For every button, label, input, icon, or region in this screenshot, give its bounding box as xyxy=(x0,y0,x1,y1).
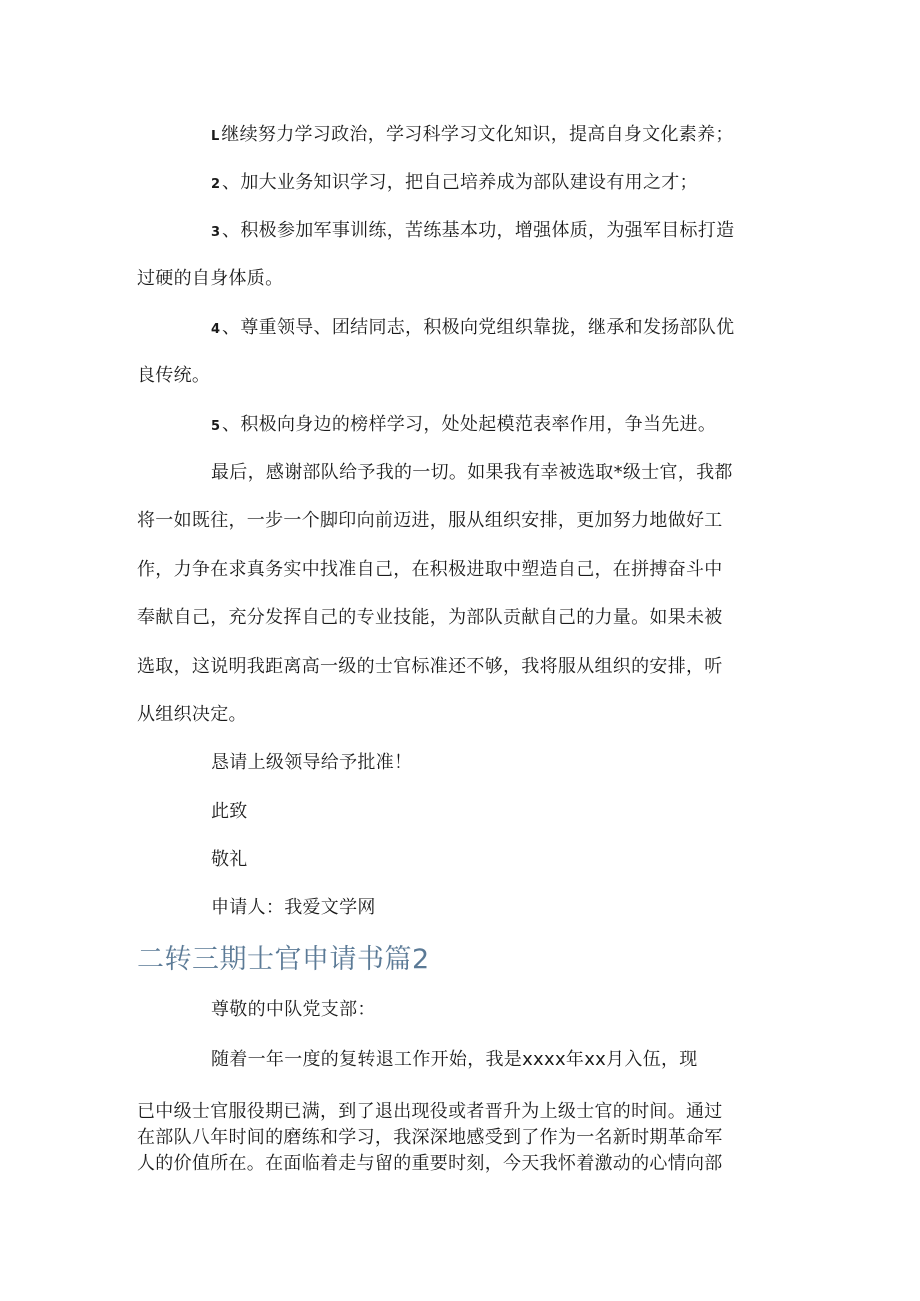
salutation-1: 此致 xyxy=(211,801,248,822)
closing-paragraph-line: 作，力争在求真务实中找准自己，在积极进取中塑造自己，在拼搏奋斗中 xyxy=(137,559,723,580)
body-line: 已中级士官服役期已满，到了退出现役或者晋升为上级士官的时间。通过 xyxy=(137,1101,723,1122)
closing-paragraph-line: 从组织决定。 xyxy=(137,704,247,725)
item-text: 、积极参加军事训练，苦练基本功，增强体质，为强军目标打造 xyxy=(222,220,735,241)
list-item-4 xyxy=(211,316,734,342)
item-number: 3 xyxy=(211,225,221,240)
closing-paragraph-line: 奉献自己，充分发挥自己的专业技能，为部队贡献自己的力量。如果未被 xyxy=(137,607,723,628)
body-line: 人的价值所在。在面临着走与留的重要时刻，今天我怀着激动的心情向部 xyxy=(137,1153,723,1174)
list-item-3 xyxy=(211,219,734,245)
intro-line: 随着一年一度的复转退工作开始，我是xxxx年xx月入伍，现 xyxy=(211,1049,698,1070)
list-item-1 xyxy=(211,123,734,149)
item-text: 继续努力学习政治，学习科学习文化知识，提高自身文化素养； xyxy=(221,124,734,145)
applicant-line: 申请人：我爱文学网 xyxy=(211,897,376,918)
closing-paragraph-line: 将一如既往，一步一个脚印向前迈进，服从组织安排，更加努力地做好工 xyxy=(137,510,723,531)
item-number: L xyxy=(211,129,220,144)
item-text: 、积极向身边的榜样学习，处处起模范表率作用，争当先进。 xyxy=(222,414,717,435)
item-text: 、加大业务知识学习，把自己培养成为部队建设有用之才； xyxy=(222,172,698,193)
item-number: 2 xyxy=(211,177,221,192)
item-number: 5 xyxy=(211,419,221,434)
recipient-line: 尊敬的中队党支部： xyxy=(211,999,376,1020)
closing-paragraph-line: 最后，感谢部队给予我的一切。如果我有幸被选取*级士官，我都 xyxy=(211,462,733,483)
item-text: 、尊重领导、团结同志，积极向党组织靠拢，继承和发扬部队优 xyxy=(222,317,735,338)
list-item-5 xyxy=(211,413,716,439)
section-heading: 二转三期士官申请书篇2 xyxy=(137,944,430,975)
request-line: 恳请上级领导给予批准！ xyxy=(211,752,413,773)
item-number: 4 xyxy=(211,322,221,337)
body-line: 在部队八年时间的磨练和学习，我深深地感受到了作为一名新时期革命军 xyxy=(137,1127,723,1148)
list-item-3-continuation: 过硬的自身体质。 xyxy=(137,268,284,289)
list-item-2 xyxy=(211,171,698,197)
closing-paragraph-line: 选取，这说明我距离高一级的士官标准还不够，我将服从组织的安排，听 xyxy=(137,656,723,677)
salutation-2: 敬礼 xyxy=(211,849,248,870)
list-item-4-continuation: 良传统。 xyxy=(137,365,211,386)
